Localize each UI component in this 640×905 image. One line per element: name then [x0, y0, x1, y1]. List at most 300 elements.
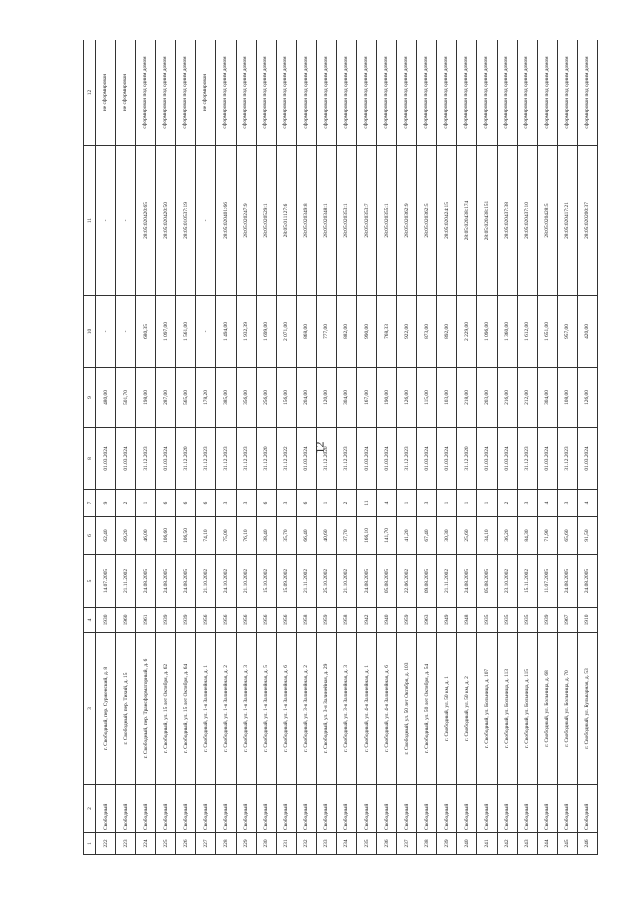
table-cell: 6 [196, 490, 216, 517]
table-cell: 1940 [377, 608, 397, 633]
table-cell: г. Свободный, ул. 15 лет Октября, д. 62 [156, 633, 176, 785]
table-cell: 385,00 [216, 368, 236, 428]
table-cell: 4 [377, 490, 397, 517]
table-row [256, 40, 276, 855]
table-cell: 2 071,00 [276, 296, 296, 368]
table-cell: 69,20 [116, 517, 136, 555]
table-cell: 256,00 [256, 368, 276, 428]
table-cell: 1 561,00 [176, 296, 196, 368]
table-cell: 922,00 [397, 296, 417, 368]
table-row [397, 40, 417, 855]
table-cell: 1910 [577, 608, 597, 633]
table-cell: 21.11.2002 [116, 555, 136, 608]
column-header: 1 [84, 833, 96, 855]
table-cell: 108,00 [557, 368, 577, 428]
table-cell: Свободный [377, 785, 397, 833]
table-cell: 24.08.2005 [357, 555, 377, 608]
table-cell: 1 [316, 490, 336, 517]
table-cell: 6 [176, 490, 196, 517]
table-cell: - [196, 146, 216, 296]
table-cell: Свободный [136, 785, 156, 833]
table-cell: 28:05:020355:1 [377, 146, 397, 296]
table-cell: г. Свободный, ул. 50 лет Октября, д. 54 [417, 633, 437, 785]
table-cell: 01.03.2024 [116, 428, 136, 490]
table-cell: 231 [276, 833, 296, 855]
table-cell: 304,00 [336, 368, 356, 428]
table-cell: г. Свободный, ул. 1-я Залинейная, д. 3 [236, 633, 256, 785]
table-row [357, 40, 377, 855]
table-cell: 565,00 [176, 368, 196, 428]
table-cell: г. Свободный, ул. Бульварная, д. 53 [577, 633, 597, 785]
table-cell: Свободный [497, 785, 517, 833]
table-cell: 1956 [236, 608, 256, 633]
table-cell: 3 [417, 490, 437, 517]
table-cell: Свободный [537, 785, 557, 833]
table-cell: сформирован под одним домом [437, 40, 457, 146]
column-header: 3 [84, 633, 96, 785]
table-cell: 1942 [357, 608, 377, 633]
table-cell: сформирован под одним домом [256, 40, 276, 146]
table-cell: Свободный [336, 785, 356, 833]
table-cell: 777,00 [316, 296, 336, 368]
rotated-table-container [83, 40, 598, 855]
table-cell: - [116, 146, 136, 296]
table-cell: 25,60 [457, 517, 477, 555]
table-cell: 3 [236, 490, 256, 517]
table-cell: г. Свободный, ул. 50 лет Октября, д. 103 [397, 633, 417, 785]
table-cell: 1961 [136, 608, 156, 633]
table-cell: 84,30 [517, 517, 537, 555]
table-cell: г. Свободный, ул. 1-я Залинейная, д. 6 [276, 633, 296, 785]
table-cell: 243 [517, 833, 537, 855]
table-cell: 304,00 [537, 368, 557, 428]
table-cell: 31.12.2023 [557, 428, 577, 490]
table-cell: Свободный [577, 785, 597, 833]
table-cell: 21.10.2002 [196, 555, 216, 608]
table-cell: 28:05:020349:8 [296, 146, 316, 296]
table-row [497, 40, 517, 855]
table-row [136, 40, 156, 855]
table-cell: 106,50 [176, 517, 196, 555]
table-cell: 28:05:020362:5 [417, 146, 437, 296]
table-cell: 91,50 [577, 517, 597, 555]
table-cell: г. Свободный, ул. 3-я Залинейная, д. 3 [336, 633, 356, 785]
table-cell: 1956 [216, 608, 236, 633]
table-cell: 37,70 [336, 517, 356, 555]
table-row [296, 40, 316, 855]
table-cell: 35,70 [276, 517, 296, 555]
table-cell: сформирован под одним домом [357, 40, 377, 146]
table-cell: 1948 [457, 608, 477, 633]
table-cell: Свободный [116, 785, 136, 833]
table-cell: 14.07.2005 [96, 555, 116, 608]
table-cell: 235 [357, 833, 377, 855]
table-row [196, 40, 216, 855]
table-cell: сформирован под одним домом [377, 40, 397, 146]
table-cell: 873,00 [417, 296, 437, 368]
table-cell: 28:05:020420:65 [136, 146, 156, 296]
column-header: 6 [84, 517, 96, 555]
table-cell: 106,60 [156, 517, 176, 555]
table-cell: 24.08.2005 [457, 555, 477, 608]
table-row [517, 40, 537, 855]
table-cell: 28:05:020200:37 [577, 146, 597, 296]
table-cell: 2 229,00 [457, 296, 477, 368]
table-cell: г. Свободный, ул. 1-я Залинейная, д. 5 [256, 633, 276, 785]
table-cell: 46,00 [136, 517, 156, 555]
table-cell: 31.12.2023 [216, 428, 236, 490]
table-cell: Свободный [156, 785, 176, 833]
table-cell: 680,35 [136, 296, 156, 368]
table-cell: 28:05:020348:1 [316, 146, 336, 296]
table-cell: 31.12.2020 [256, 428, 276, 490]
table-cell: 216,00 [497, 368, 517, 428]
table-cell: 31.12.2022 [276, 428, 296, 490]
table-cell: 9 [96, 490, 116, 517]
table-cell: 71,90 [537, 517, 557, 555]
table-body [96, 40, 598, 855]
table-cell: сформирован под одним домом [236, 40, 256, 146]
table-cell: 227 [196, 833, 216, 855]
table-cell: не сформирован [196, 40, 216, 146]
table-cell: Свободный [437, 785, 457, 833]
column-header: 4 [84, 608, 96, 633]
table-cell: 09.08.2005 [417, 555, 437, 608]
table-cell: сформирован под одним домом [417, 40, 437, 146]
table-cell: 246 [577, 833, 597, 855]
table-cell: 238 [417, 833, 437, 855]
table-cell: 1 360,00 [497, 296, 517, 368]
table-cell: 1 699,00 [256, 296, 276, 368]
table-cell: 1930 [96, 608, 116, 633]
table-row [457, 40, 477, 855]
table-cell: 1935 [477, 608, 497, 633]
rotated-page [83, 40, 598, 855]
table-cell: 15.11.2002 [517, 555, 537, 608]
table-cell: 245 [557, 833, 577, 855]
table-cell: 126,00 [397, 368, 417, 428]
table-cell: 882,00 [336, 296, 356, 368]
table-cell: 1 932,39 [236, 296, 256, 368]
table-cell: 226 [176, 833, 196, 855]
table-cell: 480,00 [96, 368, 116, 428]
table-cell: 01.03.2024 [437, 428, 457, 490]
table-cell: 287,00 [156, 368, 176, 428]
table-cell: Свободный [96, 785, 116, 833]
table-cell: 28:05:020438:151 [477, 146, 497, 296]
column-header: 2 [84, 785, 96, 833]
table-row [236, 40, 256, 855]
table-cell: Свободный [316, 785, 336, 833]
table-cell: 198,00 [136, 368, 156, 428]
table-cell: 1963 [417, 608, 437, 633]
table-cell: - [96, 146, 116, 296]
table-cell: 1956 [196, 608, 216, 633]
table-row [537, 40, 557, 855]
table-cell: 228 [216, 833, 236, 855]
table-cell: сформирован под одним домом [397, 40, 417, 146]
column-header: 8 [84, 428, 96, 490]
table-cell: 892,00 [437, 296, 457, 368]
table-cell: 24.08.2005 [577, 555, 597, 608]
table-cell: 38,40 [256, 517, 276, 555]
table-cell: Свободный [417, 785, 437, 833]
table-cell: г. Свободный, ул. 15 лет Октября, д. 64 [176, 633, 196, 785]
table-cell: г. Свободный, ул. 3-я Залинейная, д. 2 [296, 633, 316, 785]
table-cell: Свободный [517, 785, 537, 833]
table-cell: 1 [437, 490, 457, 517]
table-cell: г. Свободный, ул. Больница, д. 115 [517, 633, 537, 785]
table-cell: 229 [236, 833, 256, 855]
table-cell: 65,60 [557, 517, 577, 555]
table-cell: 1 [397, 490, 417, 517]
table-cell: 23.10.2002 [497, 555, 517, 608]
table-cell: 34,10 [477, 517, 497, 555]
table-cell: 236 [377, 833, 397, 855]
table-cell: 75,00 [216, 517, 236, 555]
table-row [557, 40, 577, 855]
table-cell: Свободный [557, 785, 577, 833]
table-cell: сформирован под одним домом [316, 40, 336, 146]
table-row [96, 40, 116, 855]
table-cell: Свободный [477, 785, 497, 833]
column-header: 10 [84, 296, 96, 368]
table-cell: 36,20 [497, 517, 517, 555]
table-cell: 28:05:020529:1 [256, 146, 276, 296]
table-cell: 223 [116, 833, 136, 855]
table-cell: 2 [497, 490, 517, 517]
table-cell: 244 [537, 833, 557, 855]
table-cell: 30,30 [437, 517, 457, 555]
table-cell: 31.12.2023 [336, 428, 356, 490]
table-cell: 74,10 [196, 517, 216, 555]
table-cell: 01.03.2024 [477, 428, 497, 490]
table-cell: 28:05:020417:21 [557, 146, 577, 296]
table-cell: г. Свободный, пер. Сурженский, д. 8 [96, 633, 116, 785]
table-cell: 24.08.2005 [176, 555, 196, 608]
table-cell: г. Свободный, ул. Больница, д. 70 [557, 633, 577, 785]
table-cell: 1 096,00 [477, 296, 497, 368]
table-cell: 24.08.2005 [156, 555, 176, 608]
table-row [116, 40, 136, 855]
table-cell: 28:05:020428:5 [537, 146, 557, 296]
table-cell: 21.11.2002 [437, 555, 457, 608]
table-row [437, 40, 457, 855]
table-cell: 1958 [336, 608, 356, 633]
table-cell: Свободный [357, 785, 377, 833]
table-cell: 240 [457, 833, 477, 855]
table-cell: 501,70 [116, 368, 136, 428]
table-cell: 28:05:020424:15 [437, 146, 457, 296]
table-cell: 31.12.2023 [397, 428, 417, 490]
table-row [276, 40, 296, 855]
table-cell: 22.06.2002 [397, 555, 417, 608]
table-cell: 1959 [397, 608, 417, 633]
table-cell: 11 [357, 490, 377, 517]
table-cell: 24.08.2005 [136, 555, 156, 608]
table-cell: г. Свободный, ул. 4-я Залинейная, д. 1 [357, 633, 377, 785]
table-cell: 28:05:010537:19 [176, 146, 196, 296]
table-cell: сформирован под одним домом [276, 40, 296, 146]
table-cell: 28:05:020437:38 [497, 146, 517, 296]
table-cell: 1958 [296, 608, 316, 633]
table-cell: 1939 [537, 608, 557, 633]
table-cell: 01.03.2024 [577, 428, 597, 490]
table-cell: 204,00 [296, 368, 316, 428]
table-cell: 01.03.2024 [497, 428, 517, 490]
table-cell: г. Свободный, ул. 50 км, д. 2 [457, 633, 477, 785]
table-cell: 420,00 [577, 296, 597, 368]
table-cell: 62,40 [96, 517, 116, 555]
table-cell: 31.12.2020 [457, 428, 477, 490]
table-cell: г. Свободный, ул. 1-я Залинейная, д. 2 [216, 633, 236, 785]
table-cell: 01.03.2024 [537, 428, 557, 490]
table-cell: 28:05:020353:7 [357, 146, 377, 296]
table-cell: 4 [537, 490, 557, 517]
table-cell: Свободный [196, 785, 216, 833]
table-cell: 768,33 [377, 296, 397, 368]
table-cell: 28:05:020362:9 [397, 146, 417, 296]
column-header: 5 [84, 555, 96, 608]
table-cell: - [96, 296, 116, 368]
table-cell: сформирован под одним домом [336, 40, 356, 146]
column-header: 9 [84, 368, 96, 428]
table-cell: 120,00 [316, 368, 336, 428]
table-cell: 126,00 [577, 368, 597, 428]
table-cell: 28:05:020401:66 [216, 146, 236, 296]
table-cell: 4 [577, 490, 597, 517]
table-cell: сформирован под одним домом [557, 40, 577, 146]
table-cell: сформирован под одним домом [296, 40, 316, 146]
table-row [176, 40, 196, 855]
table-cell: 3 [517, 490, 537, 517]
table-cell: г. Свободный, пер. Тихий, д. 15 [116, 633, 136, 785]
table-cell: 1 612,00 [517, 296, 537, 368]
table-cell: 11.07.2005 [537, 555, 557, 608]
table-cell: 24.10.2002 [216, 555, 236, 608]
table-cell: сформирован под одним домом [537, 40, 557, 146]
page-number: 12 [312, 441, 327, 454]
table-cell: 6 [296, 490, 316, 517]
column-header: 7 [84, 490, 96, 517]
table-cell: 28:05:020247:9 [236, 146, 256, 296]
table-cell: г. Свободный, ул. Больница, д. 113 [497, 633, 517, 785]
table-row [377, 40, 397, 855]
table-cell: 21.10.2002 [236, 555, 256, 608]
table-row [156, 40, 176, 855]
table-cell: 868,00 [296, 296, 316, 368]
table-cell: 01.03.2024 [377, 428, 397, 490]
table-cell: 01.03.2024 [296, 428, 316, 490]
table-cell: 25.10.2002 [316, 555, 336, 608]
table-cell: сформирован под одним домом [477, 40, 497, 146]
table-cell: 01.03.2024 [96, 428, 116, 490]
table-cell: 156,00 [276, 368, 296, 428]
table-cell: 212,00 [517, 368, 537, 428]
table-cell: 115,00 [417, 368, 437, 428]
table-cell: 6 [256, 490, 276, 517]
table-cell: 957,00 [557, 296, 577, 368]
table-cell: Свободный [457, 785, 477, 833]
table-cell: 28:05:020420:50 [156, 146, 176, 296]
table-cell: 178,20 [196, 368, 216, 428]
table-cell: 1939 [156, 608, 176, 633]
table-cell: 1967 [557, 608, 577, 633]
table-cell: 232 [296, 833, 316, 855]
table-cell: 3 [216, 490, 236, 517]
housing-table [83, 40, 598, 855]
table-row [477, 40, 497, 855]
table-cell: 31.12.2020 [316, 428, 336, 490]
table-cell: 01.03.2024 [156, 428, 176, 490]
table-cell: 28:05:011127:6 [276, 146, 296, 296]
table-cell: 1 494,00 [216, 296, 236, 368]
table-cell: 237 [397, 833, 417, 855]
table-cell: 1960 [116, 608, 136, 633]
table-cell: 28:05:020437:10 [517, 146, 537, 296]
table-cell: сформирован под одним домом [577, 40, 597, 146]
table-cell: 05.08.2005 [377, 555, 397, 608]
table-cell: 01.03.2024 [357, 428, 377, 490]
table-cell: г. Свободный, ул. 4-я Залинейная, д. 6 [377, 633, 397, 785]
table-cell: 05.08.2005 [477, 555, 497, 608]
table-cell: 31.12.2023 [136, 428, 156, 490]
table-cell: Свободный [256, 785, 276, 833]
table-cell: 01.03.2024 [417, 428, 437, 490]
table-cell: г. Свободный, ул. 3-я Залинейная, д. 29 [316, 633, 336, 785]
table-cell: Свободный [176, 785, 196, 833]
table-cell: 1 [477, 490, 497, 517]
table-cell: сформирован под одним домом [457, 40, 477, 146]
table-cell: 356,00 [236, 368, 256, 428]
table-cell: 2 [116, 490, 136, 517]
table-cell: 31.12.2023 [196, 428, 216, 490]
table-cell: 1956 [276, 608, 296, 633]
table-cell: Свободный [216, 785, 236, 833]
table-cell: 21.10.2002 [336, 555, 356, 608]
table-cell: 103,00 [437, 368, 457, 428]
table-cell: 1935 [517, 608, 537, 633]
table-cell: г. Свободный, ул. Больница, д. 68 [537, 633, 557, 785]
table-cell: г. Свободный, ул. 50 км, д. 1 [437, 633, 457, 785]
table-cell: 28:05:020353:1 [336, 146, 356, 296]
table-cell: 242 [497, 833, 517, 855]
table-cell: 6 [156, 490, 176, 517]
table-cell: не сформирован [116, 40, 136, 146]
table-cell: 239 [437, 833, 457, 855]
table-cell: сформирован под одним домом [156, 40, 176, 146]
table-cell: не сформирован [96, 40, 116, 146]
column-header: 11 [84, 146, 96, 296]
table-cell: 15.09.2002 [276, 555, 296, 608]
table-cell: 66,40 [296, 517, 316, 555]
table-cell: 1959 [316, 608, 336, 633]
table-cell: 190,00 [377, 368, 397, 428]
table-cell: 230 [256, 833, 276, 855]
table-cell: сформирован под одним домом [176, 40, 196, 146]
column-header: 12 [84, 40, 96, 146]
table-cell: 1935 [497, 608, 517, 633]
table-cell: сформирован под одним домом [136, 40, 156, 146]
table-cell: - [196, 296, 216, 368]
table-cell: 141,70 [377, 517, 397, 555]
table-cell: 990,00 [357, 296, 377, 368]
table-cell: Свободный [397, 785, 417, 833]
table-cell: г. Свободный, пер. Трансформаторный, д. 6 [136, 633, 156, 785]
table-cell: 41,20 [397, 517, 417, 555]
table-row [577, 40, 597, 855]
table-cell: сформирован под одним домом [497, 40, 517, 146]
